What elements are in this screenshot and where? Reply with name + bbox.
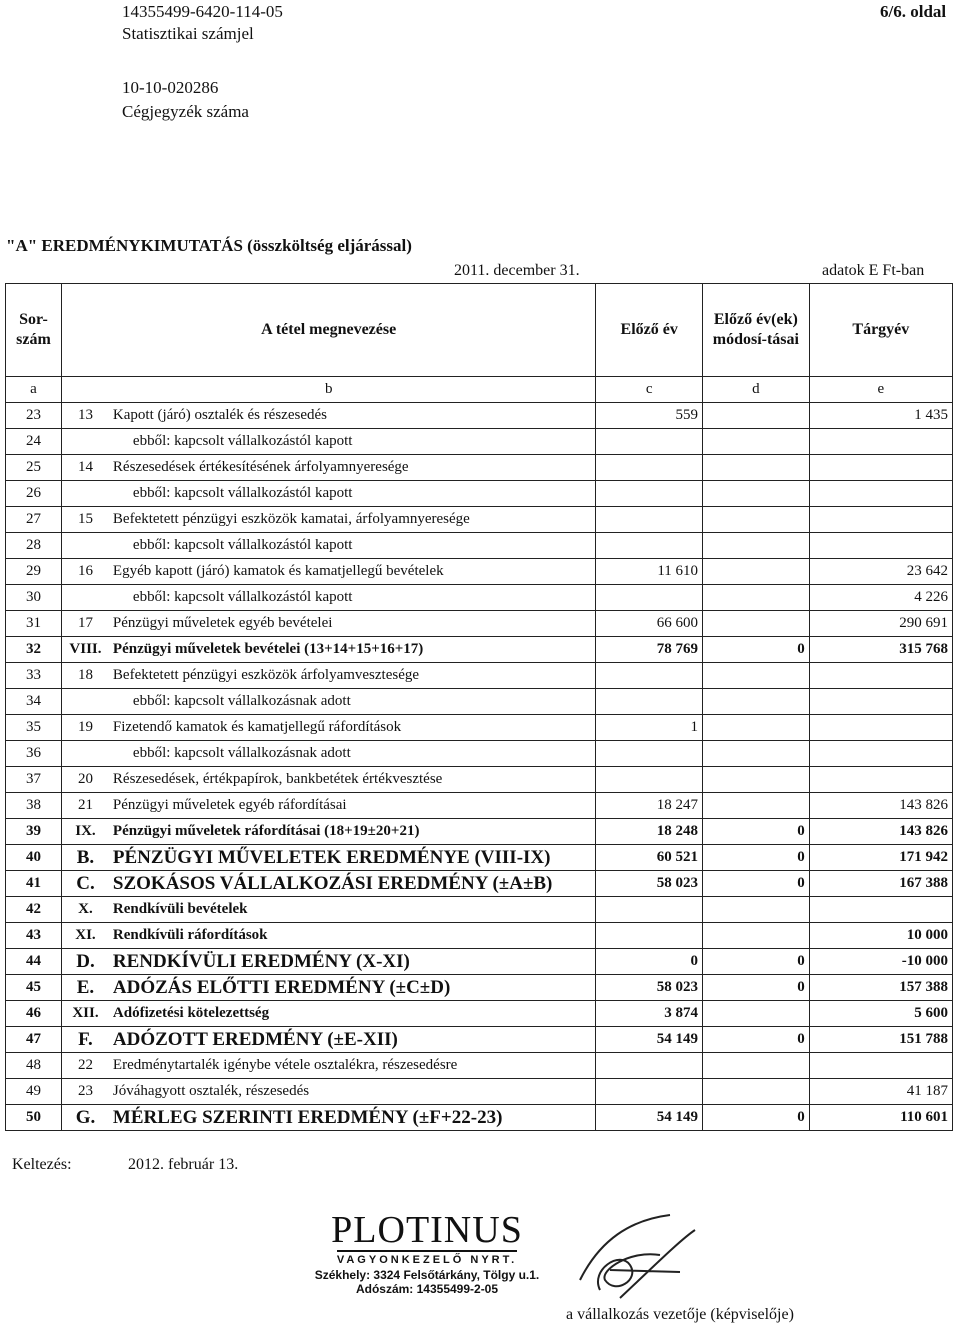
report-title: "A" EREDMÉNYKIMUTATÁS (összköltség eljárással): [6, 236, 412, 255]
row-number: 24: [6, 429, 62, 455]
row-modification: [703, 663, 810, 689]
row-current-year: [809, 689, 952, 715]
row-code: [62, 533, 109, 559]
row-code: D.: [62, 949, 109, 975]
table-row: [6, 897, 953, 923]
row-current-year: [809, 481, 952, 507]
handwritten-signature: [560, 1210, 700, 1310]
row-current-year: 10 000: [809, 923, 952, 949]
row-number: 45: [6, 975, 62, 1001]
row-current-year: [809, 507, 952, 533]
row-modification: 0: [703, 975, 810, 1001]
row-number: 39: [6, 819, 62, 845]
row-number: 32: [6, 637, 62, 663]
row-previous-year: 559: [596, 403, 703, 429]
row-previous-year: [596, 1053, 703, 1079]
letter-b: b: [62, 377, 596, 403]
row-code: 16: [62, 559, 109, 585]
row-modification: [703, 403, 810, 429]
row-name: Pénzügyi műveletek ráfordításai (18+19±20+21): [109, 819, 596, 845]
row-code: 22: [62, 1053, 109, 1079]
row-number: 33: [6, 663, 62, 689]
row-modification: [703, 923, 810, 949]
row-modification: [703, 897, 810, 923]
row-previous-year: [596, 663, 703, 689]
row-name: Egyéb kapott (járó) kamatok és kamatjellegű bevételek: [109, 559, 596, 585]
row-code: F.: [62, 1027, 109, 1053]
table-row: [6, 949, 953, 975]
row-modification: 0: [703, 871, 810, 897]
header-item-name: A tétel megnevezése: [62, 284, 596, 377]
row-name: PÉNZÜGYI MŰVELETEK EREDMÉNYE (VIII-IX): [109, 845, 596, 871]
row-current-year: 315 768: [809, 637, 952, 663]
row-current-year: [809, 741, 952, 767]
row-code: C.: [62, 871, 109, 897]
table-row: [6, 741, 953, 767]
row-number: 43: [6, 923, 62, 949]
row-current-year: 143 826: [809, 793, 952, 819]
row-current-year: 23 642: [809, 559, 952, 585]
table-row: [6, 637, 953, 663]
row-code: E.: [62, 975, 109, 1001]
row-code: 21: [62, 793, 109, 819]
row-name: Rendkívüli ráfordítások: [109, 923, 596, 949]
row-current-year: 110 601: [809, 1105, 952, 1131]
row-number: 46: [6, 1001, 62, 1027]
row-number: 27: [6, 507, 62, 533]
row-previous-year: [596, 767, 703, 793]
row-number: 23: [6, 403, 62, 429]
row-name: Részesedések értékesítésének árfolyamnyeresége: [109, 455, 596, 481]
row-number: 26: [6, 481, 62, 507]
header-current-year: Tárgyév: [809, 284, 952, 377]
row-previous-year: [596, 1079, 703, 1105]
row-code: XII.: [62, 1001, 109, 1027]
report-unit: adatok E Ft-ban: [822, 262, 925, 279]
row-previous-year: [596, 455, 703, 481]
row-previous-year: [596, 689, 703, 715]
table-header-row: [6, 284, 953, 377]
row-code: 23: [62, 1079, 109, 1105]
table-row: [6, 1027, 953, 1053]
row-modification: 0: [703, 1027, 810, 1053]
row-modification: 0: [703, 845, 810, 871]
row-current-year: [809, 663, 952, 689]
row-previous-year: 11 610: [596, 559, 703, 585]
row-code: 19: [62, 715, 109, 741]
row-previous-year: 60 521: [596, 845, 703, 871]
row-name: Pénzügyi műveletek egyéb bevételei: [109, 611, 596, 637]
row-modification: [703, 793, 810, 819]
row-modification: 0: [703, 819, 810, 845]
row-previous-year: 54 149: [596, 1027, 703, 1053]
row-current-year: [809, 1053, 952, 1079]
row-current-year: -10 000: [809, 949, 952, 975]
row-code: XI.: [62, 923, 109, 949]
table-row: [6, 611, 953, 637]
table-row: [6, 533, 953, 559]
row-current-year: 41 187: [809, 1079, 952, 1105]
row-name: ADÓZOTT EREDMÉNY (±E-XII): [109, 1027, 596, 1053]
row-code: 13: [62, 403, 109, 429]
row-code: 15: [62, 507, 109, 533]
row-number: 49: [6, 1079, 62, 1105]
row-name: SZOKÁSOS VÁLLALKOZÁSI EREDMÉNY (±A±B): [109, 871, 596, 897]
table-letter-row: [6, 377, 953, 403]
table-row: [6, 715, 953, 741]
stamp-subtitle: VAGYONKEZELŐ NYRT.: [337, 1250, 517, 1266]
row-name: Eredménytartalék igénybe vétele osztalékra, részesedésre: [109, 1053, 596, 1079]
stat-number: 14355499-6420-114-05: [122, 2, 283, 21]
header-previous-year: Előző év: [596, 284, 703, 377]
table-row: [6, 819, 953, 845]
row-current-year: 167 388: [809, 871, 952, 897]
row-previous-year: 1: [596, 715, 703, 741]
row-modification: [703, 455, 810, 481]
table-row: [6, 923, 953, 949]
row-code: [62, 741, 109, 767]
row-name: Fizetendő kamatok és kamatjellegű ráfordítások: [109, 715, 596, 741]
row-name: Befektetett pénzügyi eszközök kamatai, árfolyamnyeresége: [109, 507, 596, 533]
date-label: Keltezés:: [12, 1156, 72, 1173]
row-code: [62, 481, 109, 507]
row-code: X.: [62, 897, 109, 923]
row-name: Pénzügyi műveletek egyéb ráfordításai: [109, 793, 596, 819]
row-current-year: 1 435: [809, 403, 952, 429]
row-modification: [703, 429, 810, 455]
table-row: [6, 1001, 953, 1027]
row-previous-year: [596, 481, 703, 507]
row-code: G.: [62, 1105, 109, 1131]
table-row: [6, 1053, 953, 1079]
header-row-number: Sor- szám: [6, 284, 62, 377]
row-modification: [703, 585, 810, 611]
row-name: ebből: kapcsolt vállalkozásnak adott: [109, 741, 596, 767]
row-previous-year: 58 023: [596, 975, 703, 1001]
row-current-year: [809, 715, 952, 741]
row-current-year: 4 226: [809, 585, 952, 611]
row-code: 14: [62, 455, 109, 481]
row-name: Részesedések, értékpapírok, bankbetétek értékvesztése: [109, 767, 596, 793]
row-code: [62, 429, 109, 455]
letter-e: e: [809, 377, 952, 403]
row-name: Jóváhagyott osztalék, részesedés: [109, 1079, 596, 1105]
stamp-tax-number: Adószám: 14355499-2-05: [355, 1282, 499, 1296]
row-current-year: 143 826: [809, 819, 952, 845]
row-name: Pénzügyi műveletek bevételei (13+14+15+16+17): [109, 637, 596, 663]
table-row: [6, 845, 953, 871]
row-number: 30: [6, 585, 62, 611]
row-modification: [703, 1001, 810, 1027]
row-previous-year: [596, 507, 703, 533]
table-row: [6, 481, 953, 507]
row-number: 31: [6, 611, 62, 637]
row-previous-year: 0: [596, 949, 703, 975]
row-current-year: 290 691: [809, 611, 952, 637]
row-modification: [703, 611, 810, 637]
row-code: 18: [62, 663, 109, 689]
row-previous-year: [596, 533, 703, 559]
stamp-address: Székhely: 3324 Felsőtárkány, Tölgy u.1.: [314, 1268, 540, 1282]
row-name: ebből: kapcsolt vállalkozástól kapott: [109, 481, 596, 507]
table-row: [6, 767, 953, 793]
row-previous-year: [596, 897, 703, 923]
row-current-year: [809, 767, 952, 793]
row-number: 40: [6, 845, 62, 871]
row-name: Rendkívüli bevételek: [109, 897, 596, 923]
row-previous-year: 66 600: [596, 611, 703, 637]
row-current-year: 171 942: [809, 845, 952, 871]
row-previous-year: [596, 585, 703, 611]
row-name: ebből: kapcsolt vállalkozástól kapott: [109, 533, 596, 559]
letter-a: a: [6, 377, 62, 403]
row-name: Adófizetési kötelezettség: [109, 1001, 596, 1027]
row-current-year: [809, 897, 952, 923]
row-current-year: 151 788: [809, 1027, 952, 1053]
stamp-brand: PLOTINUS: [331, 1209, 523, 1251]
row-name: MÉRLEG SZERINTI EREDMÉNY (±F+22-23): [109, 1105, 596, 1131]
row-name: ebből: kapcsolt vállalkozásnak adott: [109, 689, 596, 715]
row-number: 25: [6, 455, 62, 481]
row-modification: [703, 741, 810, 767]
row-modification: 0: [703, 1105, 810, 1131]
table-row: [6, 1079, 953, 1105]
date-value: 2012. február 13.: [128, 1156, 239, 1173]
row-modification: [703, 689, 810, 715]
table-row: [6, 793, 953, 819]
row-previous-year: 78 769: [596, 637, 703, 663]
page-number-value: 6/6. oldal: [880, 2, 947, 21]
row-current-year: 157 388: [809, 975, 952, 1001]
row-previous-year: 54 149: [596, 1105, 703, 1131]
reg-number: 10-10-020286: [122, 78, 219, 97]
table-row: [6, 1105, 953, 1131]
row-modification: 0: [703, 949, 810, 975]
row-previous-year: 3 874: [596, 1001, 703, 1027]
income-statement-table: [5, 283, 953, 1131]
table-row: [6, 585, 953, 611]
row-number: 47: [6, 1027, 62, 1053]
row-previous-year: [596, 923, 703, 949]
row-code: IX.: [62, 819, 109, 845]
row-number: 42: [6, 897, 62, 923]
row-code: VIII.: [62, 637, 109, 663]
row-name: ebből: kapcsolt vállalkozástól kapott: [109, 429, 596, 455]
row-name: ADÓZÁS ELŐTTI EREDMÉNY (±C±D): [109, 975, 596, 1001]
row-number: 41: [6, 871, 62, 897]
table-row: [6, 559, 953, 585]
row-previous-year: 18 247: [596, 793, 703, 819]
table-row: [6, 403, 953, 429]
row-current-year: [809, 429, 952, 455]
row-number: 34: [6, 689, 62, 715]
row-number: 36: [6, 741, 62, 767]
table-row: [6, 663, 953, 689]
table-row: [6, 689, 953, 715]
row-number: 28: [6, 533, 62, 559]
reg-label: Cégjegyzék száma: [122, 102, 249, 121]
table-row: [6, 975, 953, 1001]
row-name: Kapott (járó) osztalék és részesedés: [109, 403, 596, 429]
company-stamp: [292, 1210, 562, 1296]
row-number: 50: [6, 1105, 62, 1131]
row-current-year: 5 600: [809, 1001, 952, 1027]
row-previous-year: [596, 741, 703, 767]
row-modification: [703, 481, 810, 507]
letter-c: c: [596, 377, 703, 403]
row-code: 20: [62, 767, 109, 793]
row-name: Befektetett pénzügyi eszközök árfolyamvesztesége: [109, 663, 596, 689]
row-code: B.: [62, 845, 109, 871]
row-number: 29: [6, 559, 62, 585]
row-previous-year: 18 248: [596, 819, 703, 845]
row-modification: [703, 1079, 810, 1105]
page-number: [880, 2, 946, 22]
row-previous-year: [596, 429, 703, 455]
row-number: 35: [6, 715, 62, 741]
row-current-year: [809, 533, 952, 559]
row-modification: [703, 767, 810, 793]
row-number: 37: [6, 767, 62, 793]
row-code: [62, 585, 109, 611]
row-modification: [703, 559, 810, 585]
report-date: 2011. december 31.: [454, 262, 580, 279]
row-previous-year: 58 023: [596, 871, 703, 897]
table-row: [6, 455, 953, 481]
row-name: RENDKÍVÜLI EREDMÉNY (X-XI): [109, 949, 596, 975]
row-current-year: [809, 455, 952, 481]
row-modification: [703, 715, 810, 741]
table-row: [6, 429, 953, 455]
table-row: [6, 871, 953, 897]
row-code: [62, 689, 109, 715]
row-modification: [703, 507, 810, 533]
row-number: 38: [6, 793, 62, 819]
row-number: 48: [6, 1053, 62, 1079]
header-modifications: Előző év(ek) módosí-tásai: [703, 284, 810, 377]
row-modification: [703, 533, 810, 559]
row-modification: [703, 1053, 810, 1079]
row-code: 17: [62, 611, 109, 637]
row-name: ebből: kapcsolt vállalkozástól kapott: [109, 585, 596, 611]
stat-label: Statisztikai számjel: [122, 24, 254, 43]
signature-caption: a vállalkozás vezetője (képviselője): [566, 1306, 794, 1323]
row-modification: 0: [703, 637, 810, 663]
row-number: 44: [6, 949, 62, 975]
table-row: [6, 507, 953, 533]
letter-d: d: [703, 377, 810, 403]
